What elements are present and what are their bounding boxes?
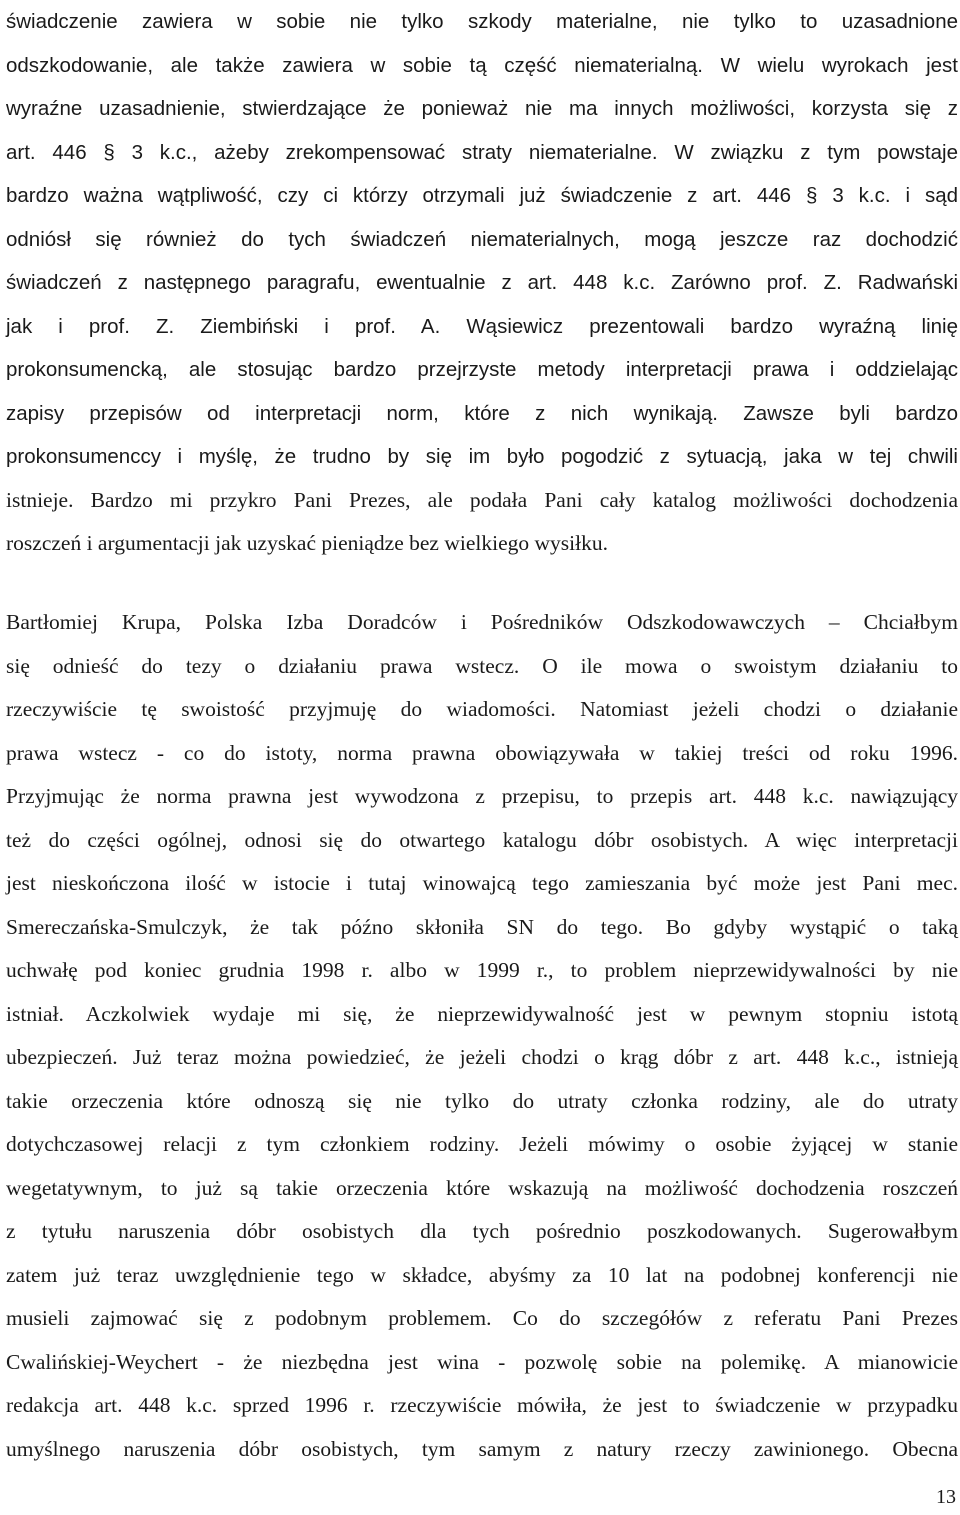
text-line: Przyjmując że norma prawna jest wywodzona z przepisu, to przepis art. 448 k.c. nawiązujący (6, 784, 958, 808)
text-line: jak i prof. Z. Ziembiński i prof. A. Wąsiewicz prezentowali bardzo wyraźną linię (6, 314, 958, 338)
text-line: prokonsumenccy i myślę, że trudno by się im było pogodzić z sytuacją, jaka w tej chwili (6, 445, 958, 468)
text-line: odniósł się również do tych świadczeń niematerialnych, mogą jeszcze raz dochodzić (6, 227, 958, 251)
text-line: roszczeń i argumentacji jak uzyskać pieniądze bez wielkiego wysiłku. (6, 531, 608, 555)
text-line: prawa wstecz - co do istoty, norma prawna obowiązywała w takiej treści od roku 1996. (6, 740, 958, 765)
text-line: dotychczasowej relacji z tym członkiem rodziny. Jeżeli mówimy o osobie żyjącej w stanie (6, 1132, 958, 1156)
page-number: 13 (936, 1486, 956, 1508)
text-line: art. 446 § 3 k.c., ażeby zrekompensować straty niematerialne. W związku z tym powstaje (6, 140, 958, 164)
text-line: Cwalińskiej-Weychert - że niezbędna jest wina - pozwolę sobie na polemikę. A mianowicie (6, 1349, 958, 1374)
text-line: bardzo ważna wątpliwość, czy ci którzy otrzymali już świadczenie z art. 446 § 3 k.c. i sąd (6, 184, 958, 207)
text-line: Bartłomiej Krupa, Polska Izba Doradców i Pośredników Odszkodowawczych – Chciałbym (6, 610, 958, 634)
text-line: redakcja art. 448 k.c. sprzed 1996 r. rzeczywiście mówiła, że jest to świadczenie w przypadku (6, 1393, 958, 1417)
text-line: zatem już teraz uwzględnienie tego w składce, abyśmy za 10 lat na podobnej konferencji nie (6, 1262, 958, 1287)
text-line: ubezpieczeń. Już teraz można powiedzieć, że jeżeli chodzi o krąg dóbr z art. 448 k.c., istnieją (6, 1045, 958, 1069)
text-line: się odnieść do tezy o działaniu prawa wstecz. O ile mowa o swoistym działaniu to (6, 653, 958, 678)
text-line: takie orzeczenia które odnoszą się nie tylko do utraty członka rodziny, ale do utraty (6, 1088, 958, 1113)
text-line: prokonsumencką, ale stosując bardzo przejrzyste metody interpretacji prawa i oddzielając (6, 358, 958, 381)
text-line: rzeczywiście tę swoistość przyjmuję do wiadomości. Natomiast jeżeli chodzi o działanie (6, 697, 958, 721)
text-line: też do części ogólnej, odnosi się do otwartego katalogu dóbr osobistych. A więc interpretacji (6, 827, 958, 852)
text-line: świadczenie zawiera w sobie nie tylko szkody materialne, nie tylko to uzasadnione (6, 10, 958, 33)
text-line: świadczeń z następnego paragrafu, ewentualnie z art. 448 k.c. Zarówno prof. Z. Radwański (6, 271, 958, 294)
text-line: wegetatywnym, to już są takie orzeczenia które wskazują na możliwość dochodzenia roszczeń (6, 1175, 958, 1200)
text-line: istniał. Aczkolwiek wydaje mi się, że nieprzewidywalność jest w pewnym stopniu istotą (6, 1001, 958, 1026)
text-line: wyraźne uzasadnienie, stwierdzające że ponieważ nie ma innych możliwości, korzysta się z (6, 97, 958, 120)
text-line: z tytułu naruszenia dóbr osobistych dla tych pośrednio poszkodowanych. Sugerowałbym (6, 1219, 958, 1243)
text-line: musieli zajmować się z podobnym problemem. Co do szczegółów z referatu Pani Prezes (6, 1306, 958, 1330)
text-line: zapisy przepisów od interpretacji norm, które z nich wynikają. Zawsze byli bardzo (6, 401, 958, 425)
text-line: Smereczańska-Smulczyk, że tak późno skłoniła SN do tego. Bo gdyby wystąpić o taką (6, 914, 958, 939)
text-line: odszkodowanie, ale także zawiera w sobie tą część niematerialną. W wielu wyrokach jest (6, 53, 958, 77)
text-line: umyślnego naruszenia dóbr osobistych, tym samym z natury rzeczy zawinionego. Obecna (6, 1436, 958, 1461)
text-line: jest nieskończona ilość w istocie i tutaj winowajcą tego zamieszania być może jest Pani mec. (6, 871, 958, 895)
text-line: istnieje. Bardzo mi przykro Pani Prezes, ale podała Pani cały katalog możliwości dochodzenia (6, 487, 958, 512)
text-line: uchwałę pod koniec grudnia 1998 r. albo w 1999 r., to problem nieprzewidywalności by nie (6, 958, 958, 982)
